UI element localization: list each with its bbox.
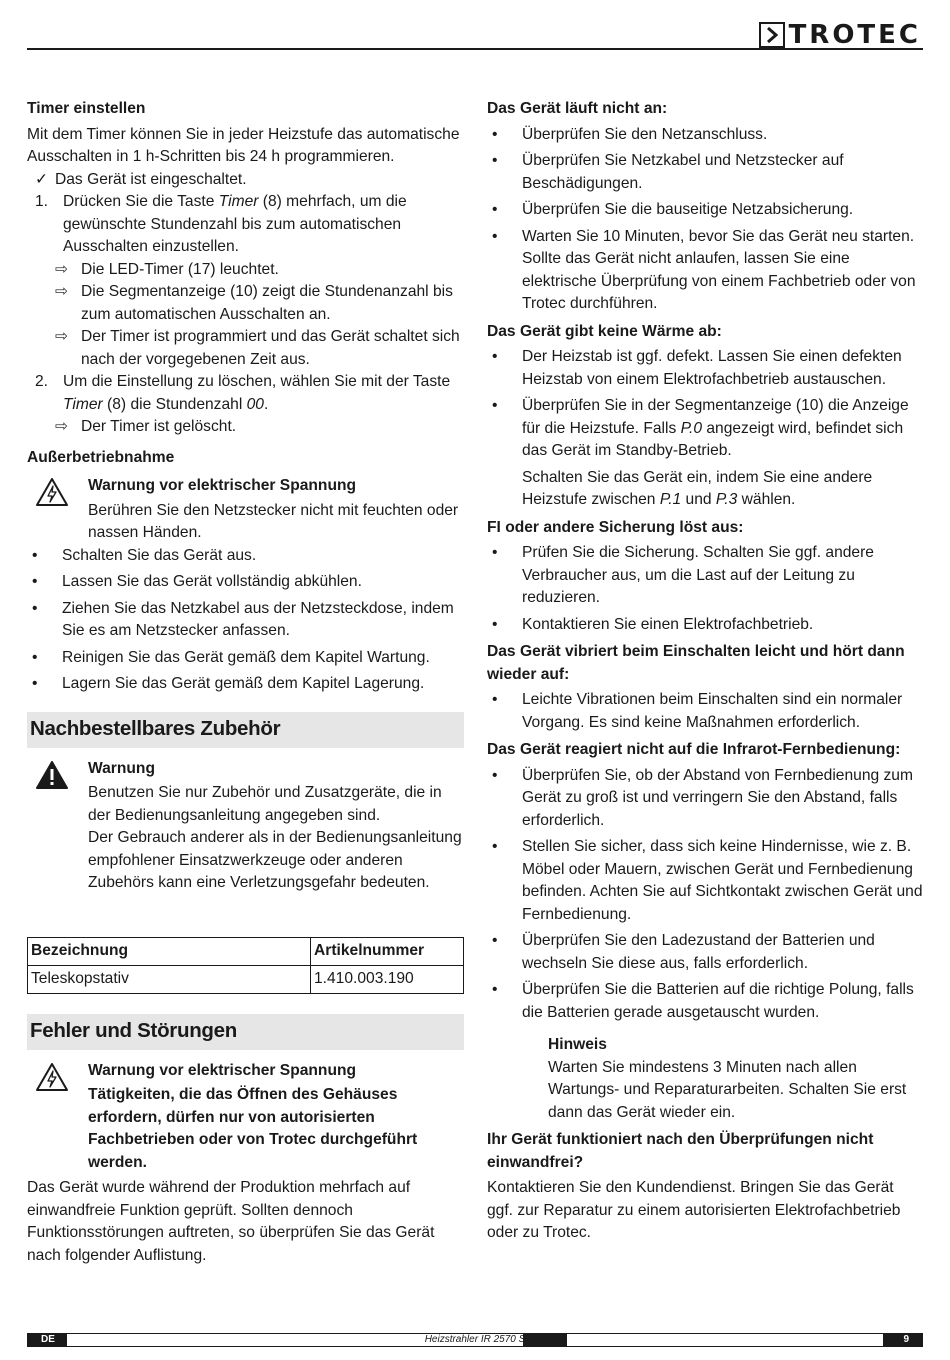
timer-step-2 — [27, 371, 464, 416]
arrow-right-icon: ⇨ — [55, 260, 69, 278]
step-result: ⇨ Der Timer ist programmiert und das Gerät schaltet sich nach der vorgegebenen Zeit aus. — [27, 326, 464, 371]
hint-title: Hinweis — [548, 1036, 607, 1053]
electric-hazard-icon — [27, 475, 88, 545]
list-item: • Überprüfen Sie die Batterien auf die richtige Polung, falls die Batterien gerade ausgetauscht wurden. — [492, 981, 914, 1021]
list-item: • Kontaktieren Sie einen Elektrofachbetrieb. — [492, 615, 814, 633]
faults-section-title: Fehler und Störungen — [27, 1014, 464, 1050]
list-item: • Der Heizstab ist ggf. defekt. Lassen Sie einen defekten Heizstab von einem Elektrofachbetrieb austauschen. — [492, 348, 902, 388]
list-item: • Lagern Sie das Gerät gemäß dem Kapitel Lagerung. — [32, 675, 425, 692]
step-result: ⇨ Die LED-Timer (17) leuchtet. — [27, 259, 464, 282]
list-item: • Stellen Sie sicher, dass sich keine Hindernisse, wie z. B. Möbel oder Mauern, zwischen Gerät und Fernbedienung befinden. Achten Sie auf Sichtkontakt zwischen Gerät und Fernbedienung. — [492, 838, 923, 923]
trotec-logo — [759, 22, 921, 48]
warning-title: Warnung vor elektrischer Spannung — [88, 477, 357, 494]
fault-heading: Das Gerät gibt keine Wärme ab: — [487, 322, 722, 340]
arrow-right-icon: ⇨ — [55, 328, 69, 345]
list-item-note: Schalten Sie das Gerät ein, indem Sie eine andere Heizstufe zwischen P.1 und P.3 wählen. — [522, 468, 873, 508]
list-item: • Lassen Sie das Gerät vollständig abkühlen. — [32, 573, 362, 590]
faults-intro: Das Gerät wurde während der Produktion mehrfach auf einwandfreie Funktion geprüft. Sollten dennoch Funktionsstörungen auftreten, so überprüfen Sie das Gerät nach folgender Auflistung. — [27, 1179, 435, 1264]
faults-warning — [27, 1060, 464, 1175]
accessories-table — [27, 937, 464, 994]
arrow-right-icon: ⇨ — [55, 418, 69, 435]
table-cell: 1.410.003.190 — [311, 965, 464, 993]
warning-text: Der Gebrauch anderer als in der Bedienungsanleitung empfohlener Einsatzwerkzeuge oder anderen Zubehörs kann eine Verletzungsgefahr bedeuten. — [88, 829, 462, 891]
warning-title: Warnung — [88, 759, 155, 777]
right-column — [487, 98, 923, 1245]
header-rule — [27, 48, 923, 50]
electric-hazard-icon — [27, 1060, 88, 1175]
page-footer — [27, 1333, 923, 1347]
list-item: • Warten Sie 10 Minuten, bevor Sie das Gerät neu starten. Sollte das Gerät nicht anlaufen, lassen Sie eine elektrische Überprüfung von einem Fachbetrieb oder von Trotec durchführen. — [492, 227, 916, 312]
hint-text: Warten Sie mindestens 3 Minuten nach allen Wartungs- und Reparaturarbeiten. Schalten Sie erst dann das Gerät wieder ein. — [548, 1058, 907, 1121]
table-header-cell: Bezeichnung — [28, 937, 311, 965]
footer-language: DE — [41, 1334, 55, 1345]
step-number: 1. — [35, 193, 49, 210]
timer-heading: Timer einstellen — [27, 100, 146, 117]
electrical-warning — [27, 475, 464, 545]
table-header-row — [28, 937, 464, 965]
hint-box — [487, 1034, 923, 1124]
step-result: ⇨ Die Segmentanzeige (10) zeigt die Stundenanzahl bis zum automatischen Ausschalten an. — [27, 281, 464, 326]
logo-chevron-icon — [759, 22, 785, 48]
step-result: ⇨ Der Timer ist gelöscht. — [27, 416, 464, 439]
list-item: • Schalten Sie das Gerät aus. — [32, 546, 257, 564]
left-column — [27, 98, 464, 1267]
list-item: • Überprüfen Sie den Netzanschluss. — [492, 125, 768, 143]
footer-model: Heizstrahler IR 2570 S — [424, 1334, 526, 1345]
warning-title: Warnung vor elektrischer Spannung — [88, 1061, 357, 1079]
fault-heading: FI oder andere Sicherung löst aus: — [487, 518, 744, 536]
arrow-right-icon: ⇨ — [55, 283, 69, 300]
table-row — [28, 965, 464, 993]
fault-heading: Ihr Gerät funktioniert nach den Überprüfungen nicht einwandfrei? — [487, 1131, 874, 1171]
list-item: • Reinigen Sie das Gerät gemäß dem Kapitel Wartung. — [32, 648, 430, 666]
accessories-section-title: Nachbestellbares Zubehör — [27, 712, 464, 748]
logo-wordmark: TROTEC — [788, 20, 921, 50]
warning-text: Berühren Sie den Netzstecker nicht mit feuchten oder nassen Händen. — [88, 501, 459, 541]
closing-text: Kontaktieren Sie den Kundendienst. Bringen Sie das Gerät ggf. zur Reparatur zu einem autorisierten Elektrofachbetrieb oder zu Trotec. — [487, 1179, 901, 1241]
list-item: • Ziehen Sie das Netzkabel aus der Netzsteckdose, indem Sie es am Netzstecker anfassen. — [32, 599, 454, 639]
page-header — [27, 22, 923, 56]
precondition-text: Das Gerät ist eingeschaltet. — [55, 170, 247, 188]
footer-page-number: 9 — [903, 1334, 909, 1345]
table-header-cell: Artikelnummer — [311, 937, 464, 965]
step-text: Um die Einstellung zu löschen, wählen Sie mit der Taste Timer (8) die Stundenzahl 00. — [63, 373, 451, 413]
fault-heading: Das Gerät läuft nicht an: — [487, 100, 668, 117]
warning-icon — [27, 758, 88, 895]
warning-text: Tätigkeiten, die das Öffnen des Gehäuses erfordern, dürfen nur von autorisierten Fachbetrieben oder von Trotec durchgeführt werden. — [88, 1086, 418, 1171]
list-item: • Prüfen Sie die Sicherung. Schalten Sie ggf. andere Verbraucher aus, um die Last auf der Leitung zu reduzieren. — [492, 544, 874, 606]
warning-text: Benutzen Sie nur Zubehör und Zusatzgeräte, die in der Bedienungsanleitung angegeben sind. — [88, 784, 442, 824]
list-item: • Überprüfen Sie den Ladezustand der Batterien und wechseln Sie diese aus, falls erforderlich. — [492, 932, 875, 972]
accessories-warning — [27, 758, 464, 895]
timer-step-1 — [27, 191, 464, 259]
timer-precondition — [27, 169, 464, 192]
list-item: • Überprüfen Sie die bauseitige Netzabsicherung. — [492, 201, 854, 218]
step-text: Drücken Sie die Taste Timer (8) mehrfach, um die gewünschte Stundenzahl bis zum automatischen Ausschalten einzustellen. — [63, 193, 407, 255]
list-item: • Überprüfen Sie, ob der Abstand von Fernbedienung zum Gerät zu groß ist und verringern Sie den Abstand, falls erforderlich. — [492, 766, 913, 829]
decommissioning-heading: Außerbetriebnahme — [27, 448, 175, 466]
timer-intro: Mit dem Timer können Sie in jeder Heizstufe das automatische Ausschalten in 1 h-Schritten bis 24 h programmieren. — [27, 125, 460, 165]
table-cell: Teleskopstativ — [28, 965, 311, 993]
fault-heading: Das Gerät vibriert beim Einschalten leicht und hört dann wieder auf: — [487, 643, 905, 683]
fault-heading: Das Gerät reagiert nicht auf die Infrarot-Fernbedienung: — [487, 741, 901, 758]
check-icon: ✓ — [35, 170, 49, 188]
list-item: • Leichte Vibrationen beim Einschalten sind ein normaler Vorgang. Es sind keine Maßnahmen erforderlich. — [492, 691, 903, 731]
step-number: 2. — [35, 373, 49, 390]
list-item: • Überprüfen Sie in der Segmentanzeige (10) die Anzeige für die Heizstufe. Falls P.0 angezeigt wird, befindet sich das Gerät im Standby-Betrieb. — [492, 397, 909, 459]
list-item: • Überprüfen Sie Netzkabel und Netzstecker auf Beschädigungen. — [492, 152, 844, 192]
